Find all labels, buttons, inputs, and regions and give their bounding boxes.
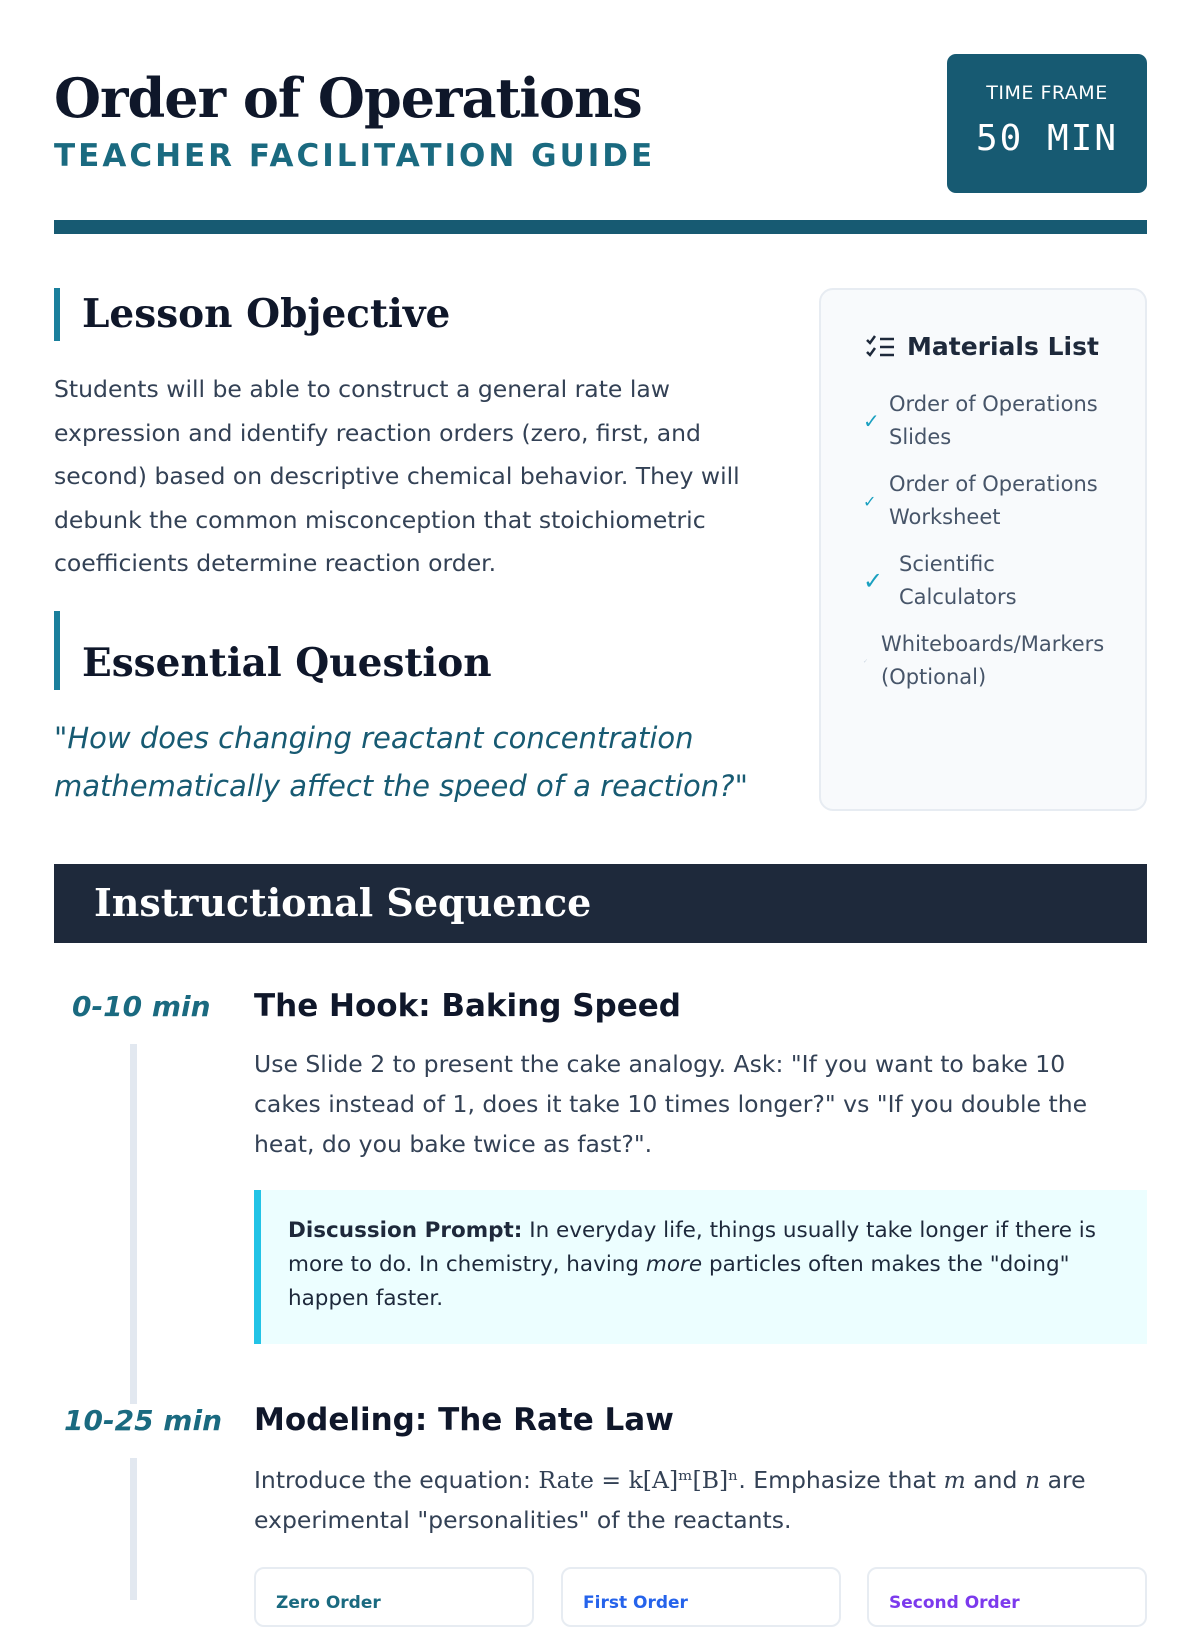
- step-title: Modeling: The Rate Law: [254, 1402, 674, 1438]
- discussion-prompt: [254, 1190, 1147, 1344]
- materials-heading-label: Materials List: [907, 332, 1099, 361]
- card-label: First Order: [583, 1593, 688, 1613]
- prompt-emphasis: more: [645, 1252, 703, 1277]
- second-order-card: [867, 1567, 1147, 1627]
- checklist-icon: [865, 334, 895, 360]
- prompt-text: In everyday life, things usually take longer if there is more to do. In chemistry, having: [288, 1218, 1096, 1277]
- page-title: Order of Operations: [54, 66, 642, 130]
- variable-n: n: [1024, 1466, 1041, 1494]
- time-frame-label: TIME FRAME: [986, 82, 1108, 104]
- zero-order-card: [254, 1567, 534, 1627]
- step-description: Use Slide 2 to present the cake analogy. Ask: "If you want to bake 10 cakes instead of 1, does it take 10 times longer?" vs "If you double the heat, do you bake twice as fast?".: [254, 1050, 1088, 1158]
- sequence-header: [54, 864, 1147, 943]
- first-order-card: [561, 1567, 841, 1627]
- materials-item-label: Order of Operations Slides: [889, 392, 1098, 449]
- materials-item: [863, 548, 1143, 614]
- timeline-line: [130, 1044, 137, 1404]
- check-icon: ✓: [863, 566, 884, 595]
- step-text: Introduce the equation:: [254, 1466, 531, 1494]
- prompt-label: Discussion Prompt:: [288, 1218, 523, 1243]
- timeline-line: [130, 1458, 137, 1600]
- prompt-text: particles often makes the "doing" happen faster.: [288, 1252, 1070, 1311]
- materials-panel: [819, 288, 1147, 811]
- step-time: 10-25 min: [64, 1404, 223, 1437]
- card-label: Zero Order: [276, 1593, 381, 1613]
- sequence-heading: Instructional Sequence: [94, 880, 592, 925]
- rate-law-equation: Rate = k[A]ᵐ[B]ⁿ: [538, 1466, 739, 1494]
- page-subtitle: TEACHER FACILITATION GUIDE: [54, 138, 656, 174]
- step-text: are experimental "personalities" of the reactants.: [254, 1466, 1086, 1534]
- essential-question-heading: Essential Question: [54, 611, 492, 690]
- materials-heading: [865, 332, 1099, 361]
- time-frame-badge: [947, 54, 1147, 193]
- check-icon: ✓: [863, 491, 877, 511]
- page-header: [54, 54, 1147, 234]
- check-icon: ✓: [863, 657, 869, 665]
- time-frame-value: 50 MIN: [975, 118, 1119, 159]
- materials-item: [863, 628, 1143, 694]
- materials-item: [863, 388, 1143, 454]
- materials-item: [863, 468, 1143, 534]
- materials-item-label: Whiteboards/Markers (Optional): [881, 632, 1105, 689]
- step-description: [254, 1460, 1134, 1540]
- materials-item-label: Order of Operations Worksheet: [889, 472, 1098, 529]
- materials-item-label: Scientific Calculators: [899, 552, 1017, 609]
- check-icon: ✓: [863, 408, 880, 433]
- header-divider: [54, 220, 1147, 234]
- card-label: Second Order: [889, 1593, 1020, 1613]
- objective-text: Students will be able to construct a general rate law expression and identify reaction orders (zero, first, and second) based on descriptive chemical behavior. They will debunk the common misconception that stoichiometric coefficients determine reaction order.: [54, 375, 740, 577]
- step-text: . Emphasize that: [738, 1466, 936, 1494]
- step-time: 0-10 min: [72, 990, 211, 1023]
- variable-m: m: [943, 1466, 966, 1494]
- essential-question-quote: "How does changing reactant concentration mathematically affect the speed of a reaction?": [54, 721, 748, 803]
- objective-heading: Lesson Objective: [54, 288, 450, 341]
- step-title: The Hook: Baking Speed: [254, 988, 681, 1024]
- step-text: and: [973, 1466, 1018, 1494]
